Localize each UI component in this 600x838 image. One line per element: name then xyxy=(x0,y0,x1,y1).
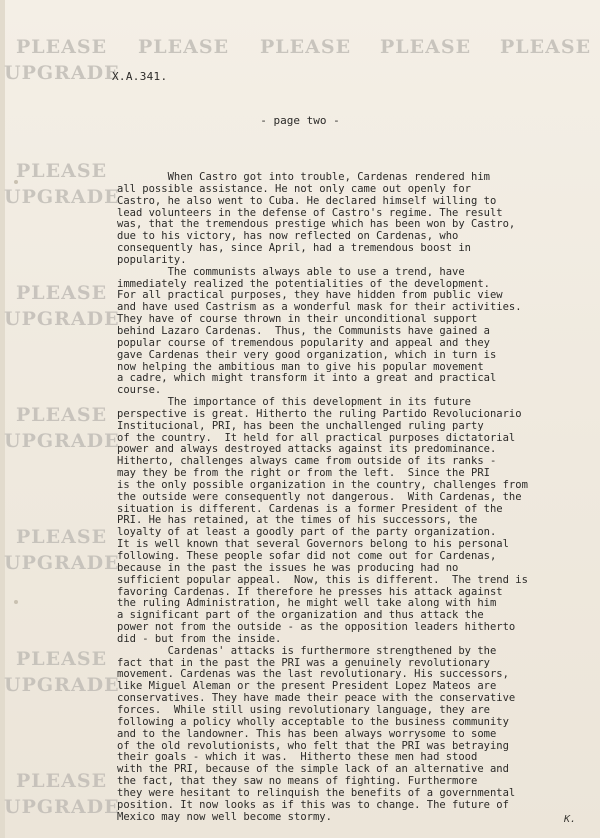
body-text xyxy=(117,172,597,823)
text-line: movement. Cardenas was the last revolutionary. His successors, xyxy=(117,668,509,681)
text-line: all possible assistance. He not only came out openly for xyxy=(117,182,472,195)
text-line: of the old revolutionists, who felt that the PRI was betraying xyxy=(117,739,509,752)
text-line: Castro, he also went to Cuba. He declared himself willing to xyxy=(117,194,497,207)
text-line: was, that the tremendous prestige which has been won by Castro, xyxy=(117,218,516,231)
text-line: now helping the ambitious man to give his popular movement xyxy=(117,360,484,373)
text-line: lead volunteers in the defense of Castro's regime. The result xyxy=(117,206,503,219)
watermark-please: PLEASE xyxy=(500,36,592,58)
text-line: favoring Cardenas. If therefore he presses his attack against xyxy=(117,585,503,598)
text-line: did - but from the inside. xyxy=(117,632,282,645)
text-line: When Castro got into trouble, Cardenas rendered him xyxy=(117,171,490,183)
text-line: like Miguel Aleman or the present President Lopez Mateos are xyxy=(117,680,497,693)
text-line: PRI. He has retained, at the times of his successors, the xyxy=(117,514,478,527)
text-line: Mexico may now well become stormy. xyxy=(117,810,332,823)
watermark-upgrade: UPGRADE xyxy=(4,62,120,84)
text-line: situation is different. Cardenas is a former President of the xyxy=(117,502,503,515)
text-line: conservatives. They have made their peace with the conservative xyxy=(117,692,516,705)
text-line: course. xyxy=(117,384,162,397)
text-line: power and always destroyed attacks against its predominance. xyxy=(117,443,497,456)
text-line: following a policy wholly acceptable to the business community xyxy=(117,715,509,728)
text-line: due to his victory, has now reflected on Cardenas, who xyxy=(117,230,459,243)
text-line: position. It now looks as if this was to change. The future of xyxy=(117,798,509,811)
watermark-upgrade: UPGRADE xyxy=(4,796,120,818)
text-line: The communists always able to use a trend, have xyxy=(117,265,465,278)
text-line: behind Lazaro Cardenas. Thus, the Communists have gained a xyxy=(117,324,490,337)
text-line: because in the past the issues he was producing had no xyxy=(117,561,459,574)
watermark-please: PLEASE xyxy=(16,404,108,426)
text-line: is the only possible organization in the country, challenges from xyxy=(117,478,528,491)
text-line: may they be from the right or from the left. Since the PRI xyxy=(117,467,490,480)
watermark-please: PLEASE xyxy=(380,36,472,58)
text-line: fact that in the past the PRI was a genuinely revolutionary xyxy=(117,656,490,669)
watermark-please: PLEASE xyxy=(16,282,108,304)
text-line: Institucional, PRI, has been the unchallenged ruling party xyxy=(117,419,484,432)
text-line: It is well known that several Governors belong to his personal xyxy=(117,538,509,551)
text-line: The importance of this development in its future xyxy=(117,396,472,409)
watermark-please: PLEASE xyxy=(16,648,108,670)
punch-hole xyxy=(14,600,18,604)
text-line: consequently has, since April, had a tremendous boost in xyxy=(117,242,472,255)
text-line: the outside were consequently not dangerous. With Cardenas, the xyxy=(117,490,522,503)
text-line: popular course of tremendous popularity and appeal and they xyxy=(117,336,490,349)
text-line: Hitherto, challenges always came from outside of its ranks - xyxy=(117,455,497,468)
watermark-upgrade: UPGRADE xyxy=(4,186,120,208)
watermark-please: PLEASE xyxy=(260,36,352,58)
text-line: For all practical purposes, they have hidden from public view xyxy=(117,289,503,302)
text-line: popularity. xyxy=(117,253,187,266)
watermark-please: PLEASE xyxy=(16,160,108,182)
watermark-please: PLEASE xyxy=(16,36,108,58)
watermark-upgrade: UPGRADE xyxy=(4,308,120,330)
watermark-upgrade: UPGRADE xyxy=(4,430,120,452)
watermark-upgrade: UPGRADE xyxy=(4,674,120,696)
text-line: their goals - which it was. Hitherto these men had stood xyxy=(117,751,478,764)
watermark-please: PLEASE xyxy=(16,770,108,792)
text-line: power not from the outside - as the opposition leaders hitherto xyxy=(117,621,516,634)
text-line: of the country. It held for all practical purposes dictatorial xyxy=(117,431,516,444)
watermark-upgrade: UPGRADE xyxy=(4,552,120,574)
text-line: and have used Castrism as a wonderful mask for their activities. xyxy=(117,301,522,314)
text-line: with the PRI, because of the simple lack of an alternative and xyxy=(117,763,509,776)
text-line: immediately realized the potentialities of the development. xyxy=(117,277,490,290)
document-reference: X.A.341. xyxy=(112,70,168,83)
text-line: loyalty of at least a goodly part of the party organization. xyxy=(117,526,497,539)
text-line: forces. While still using revolutionary language, they are xyxy=(117,703,490,716)
text-line: the fact, that they saw no means of fighting. Furthermore xyxy=(117,775,478,788)
watermark-please: PLEASE xyxy=(16,526,108,548)
watermark-please: PLEASE xyxy=(138,36,230,58)
text-line: and to the landowner. This has been always worrysome to some xyxy=(117,727,497,740)
page-label: - page two - xyxy=(260,114,340,127)
initials-mark: K. xyxy=(564,814,577,825)
text-line: sufficient popular appeal. Now, this is different. The trend is xyxy=(117,573,528,586)
text-line: Cardenas' attacks is furthermore strengthened by the xyxy=(117,644,497,657)
text-line: following. These people sofar did not come out for Cardenas, xyxy=(117,550,497,562)
text-line: They have of course thrown in their unconditional support xyxy=(117,313,478,326)
text-line: perspective is great. Hitherto the ruling Partido Revolucionario xyxy=(117,407,522,420)
text-line: gave Cardenas their very good organization, which in turn is xyxy=(117,348,497,361)
text-line: they were hesitant to relinquish the benefits of a governmental xyxy=(117,786,516,799)
text-line: a significant part of the organization and thus attack the xyxy=(117,609,484,622)
text-line: a cadre, which might transform it into a great and practical xyxy=(117,372,497,385)
text-line: the ruling Administration, he might well take along with him xyxy=(117,597,497,610)
